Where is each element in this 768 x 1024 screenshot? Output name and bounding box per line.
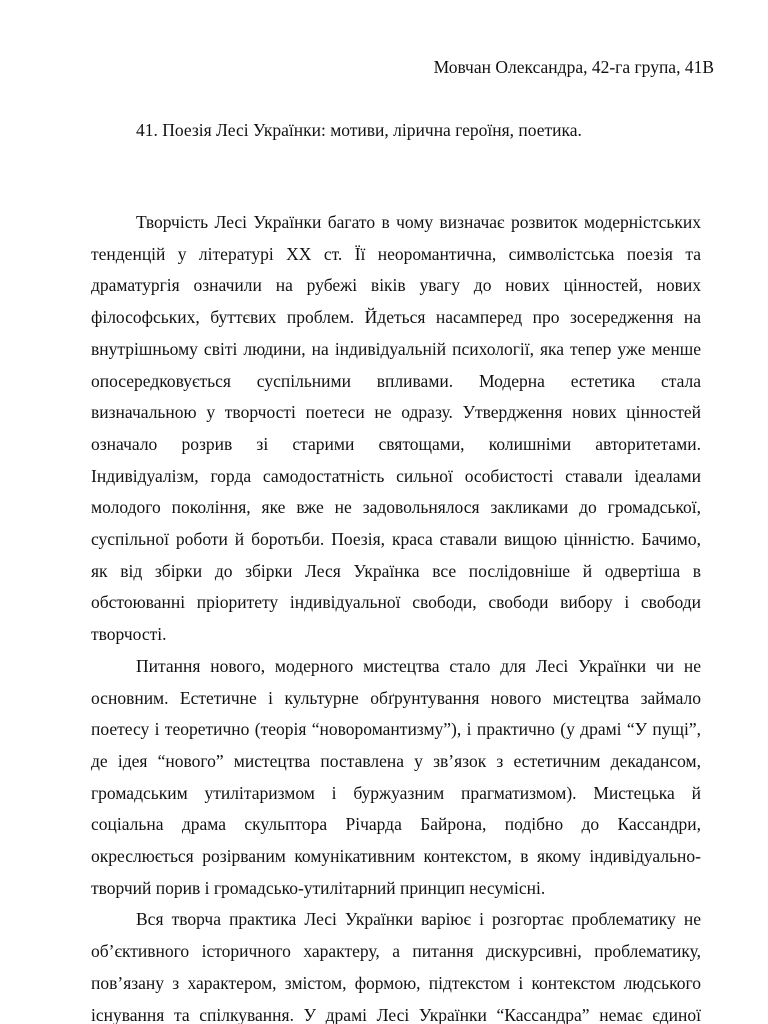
text-line: опосередковується суспільними впливами. Модерна естетика стала — [91, 370, 701, 391]
paragraph — [91, 207, 701, 651]
text-line: окреслюється розірваним комунікативним контекстом, в якому індивідуально- — [91, 846, 701, 867]
paragraph — [91, 651, 701, 905]
text-line: як від збірки до збірки Леся Українка все послідовніше й одвертіша в — [91, 560, 701, 581]
text-line: обстоюванні пріоритету індивідуальної свободи, свободи вибору і свободи — [91, 592, 701, 613]
text-line: драматургія означили на рубежі віків увагу до нових цінностей, нових — [91, 275, 701, 296]
text-line: молодого покоління, яке вже не задовольнялося закликами до громадської, — [91, 497, 701, 518]
text-line: Вся творча практика Лесі Українки варіює і розгортає проблематику не — [136, 909, 701, 930]
text-line: громадським утилітаризмом і буржуазним прагматизмом). Мистецька й — [91, 782, 701, 803]
text-line: соціальна драма скульптора Річарда Байрона, подібно до Кассандри, — [91, 814, 701, 835]
document-body — [91, 207, 701, 1024]
author-line: Мовчан Олександра, 42-га група, 41В — [433, 57, 714, 77]
text-line: де ідея “нового” мистецтва поставлена у зв’язок з естетичним декадансом, — [91, 750, 701, 771]
text-line: визначальною у творчості поетеси не одразу. Утвердження нових цінностей — [91, 402, 701, 423]
text-line: означало розрив зі старими святощами, колишніми авторитетами. — [91, 433, 701, 454]
document-heading: 41. Поезія Лесі Українки: мотиви, лірична героїня, поетика. — [136, 120, 582, 140]
text-line: існування та спілкування. У драмі Лесі Українки “Кассандра” немає єдиної — [91, 1004, 701, 1024]
text-line: Індивідуалізм, горда самодостатність сильної особистості ставали ідеалами — [91, 465, 701, 486]
text-line: внутрішньому світі людини, на індивідуальній психології, яка тепер уже менше — [91, 338, 701, 359]
text-line: тенденцій у літературі XX ст. Її неоромантична, символістська поезія та — [91, 243, 701, 264]
text-line: поетесу і теоретично (теорія “новоромантизму”), і практично (у драмі “У пущі”, — [91, 719, 701, 740]
text-line: основним. Естетичне і культурне обґрунтування нового мистецтва займало — [91, 687, 701, 708]
text-line: об’єктивного історичного характеру, а питання дискурсивні, проблематику, — [91, 941, 701, 962]
text-line: творчості. — [91, 624, 167, 645]
text-line: пов’язану з характером, змістом, формою, підтекстом і контекстом людського — [91, 972, 701, 993]
text-line: суспільної роботи й боротьби. Поезія, краса ставали вищою цінністю. Бачимо, — [91, 529, 701, 550]
text-line: Питання нового, модерного мистецтва стало для Лесі Українки чи не — [136, 655, 701, 676]
text-line: Творчість Лесі Українки багато в чому визначає розвиток модерністських — [136, 212, 701, 232]
text-line: творчий порив і громадсько-утилітарний принцип несумісні. — [91, 877, 546, 898]
text-line: філософських, буттєвих проблем. Йдеться насамперед про зосередження на — [91, 307, 701, 328]
paragraph — [91, 904, 701, 1024]
